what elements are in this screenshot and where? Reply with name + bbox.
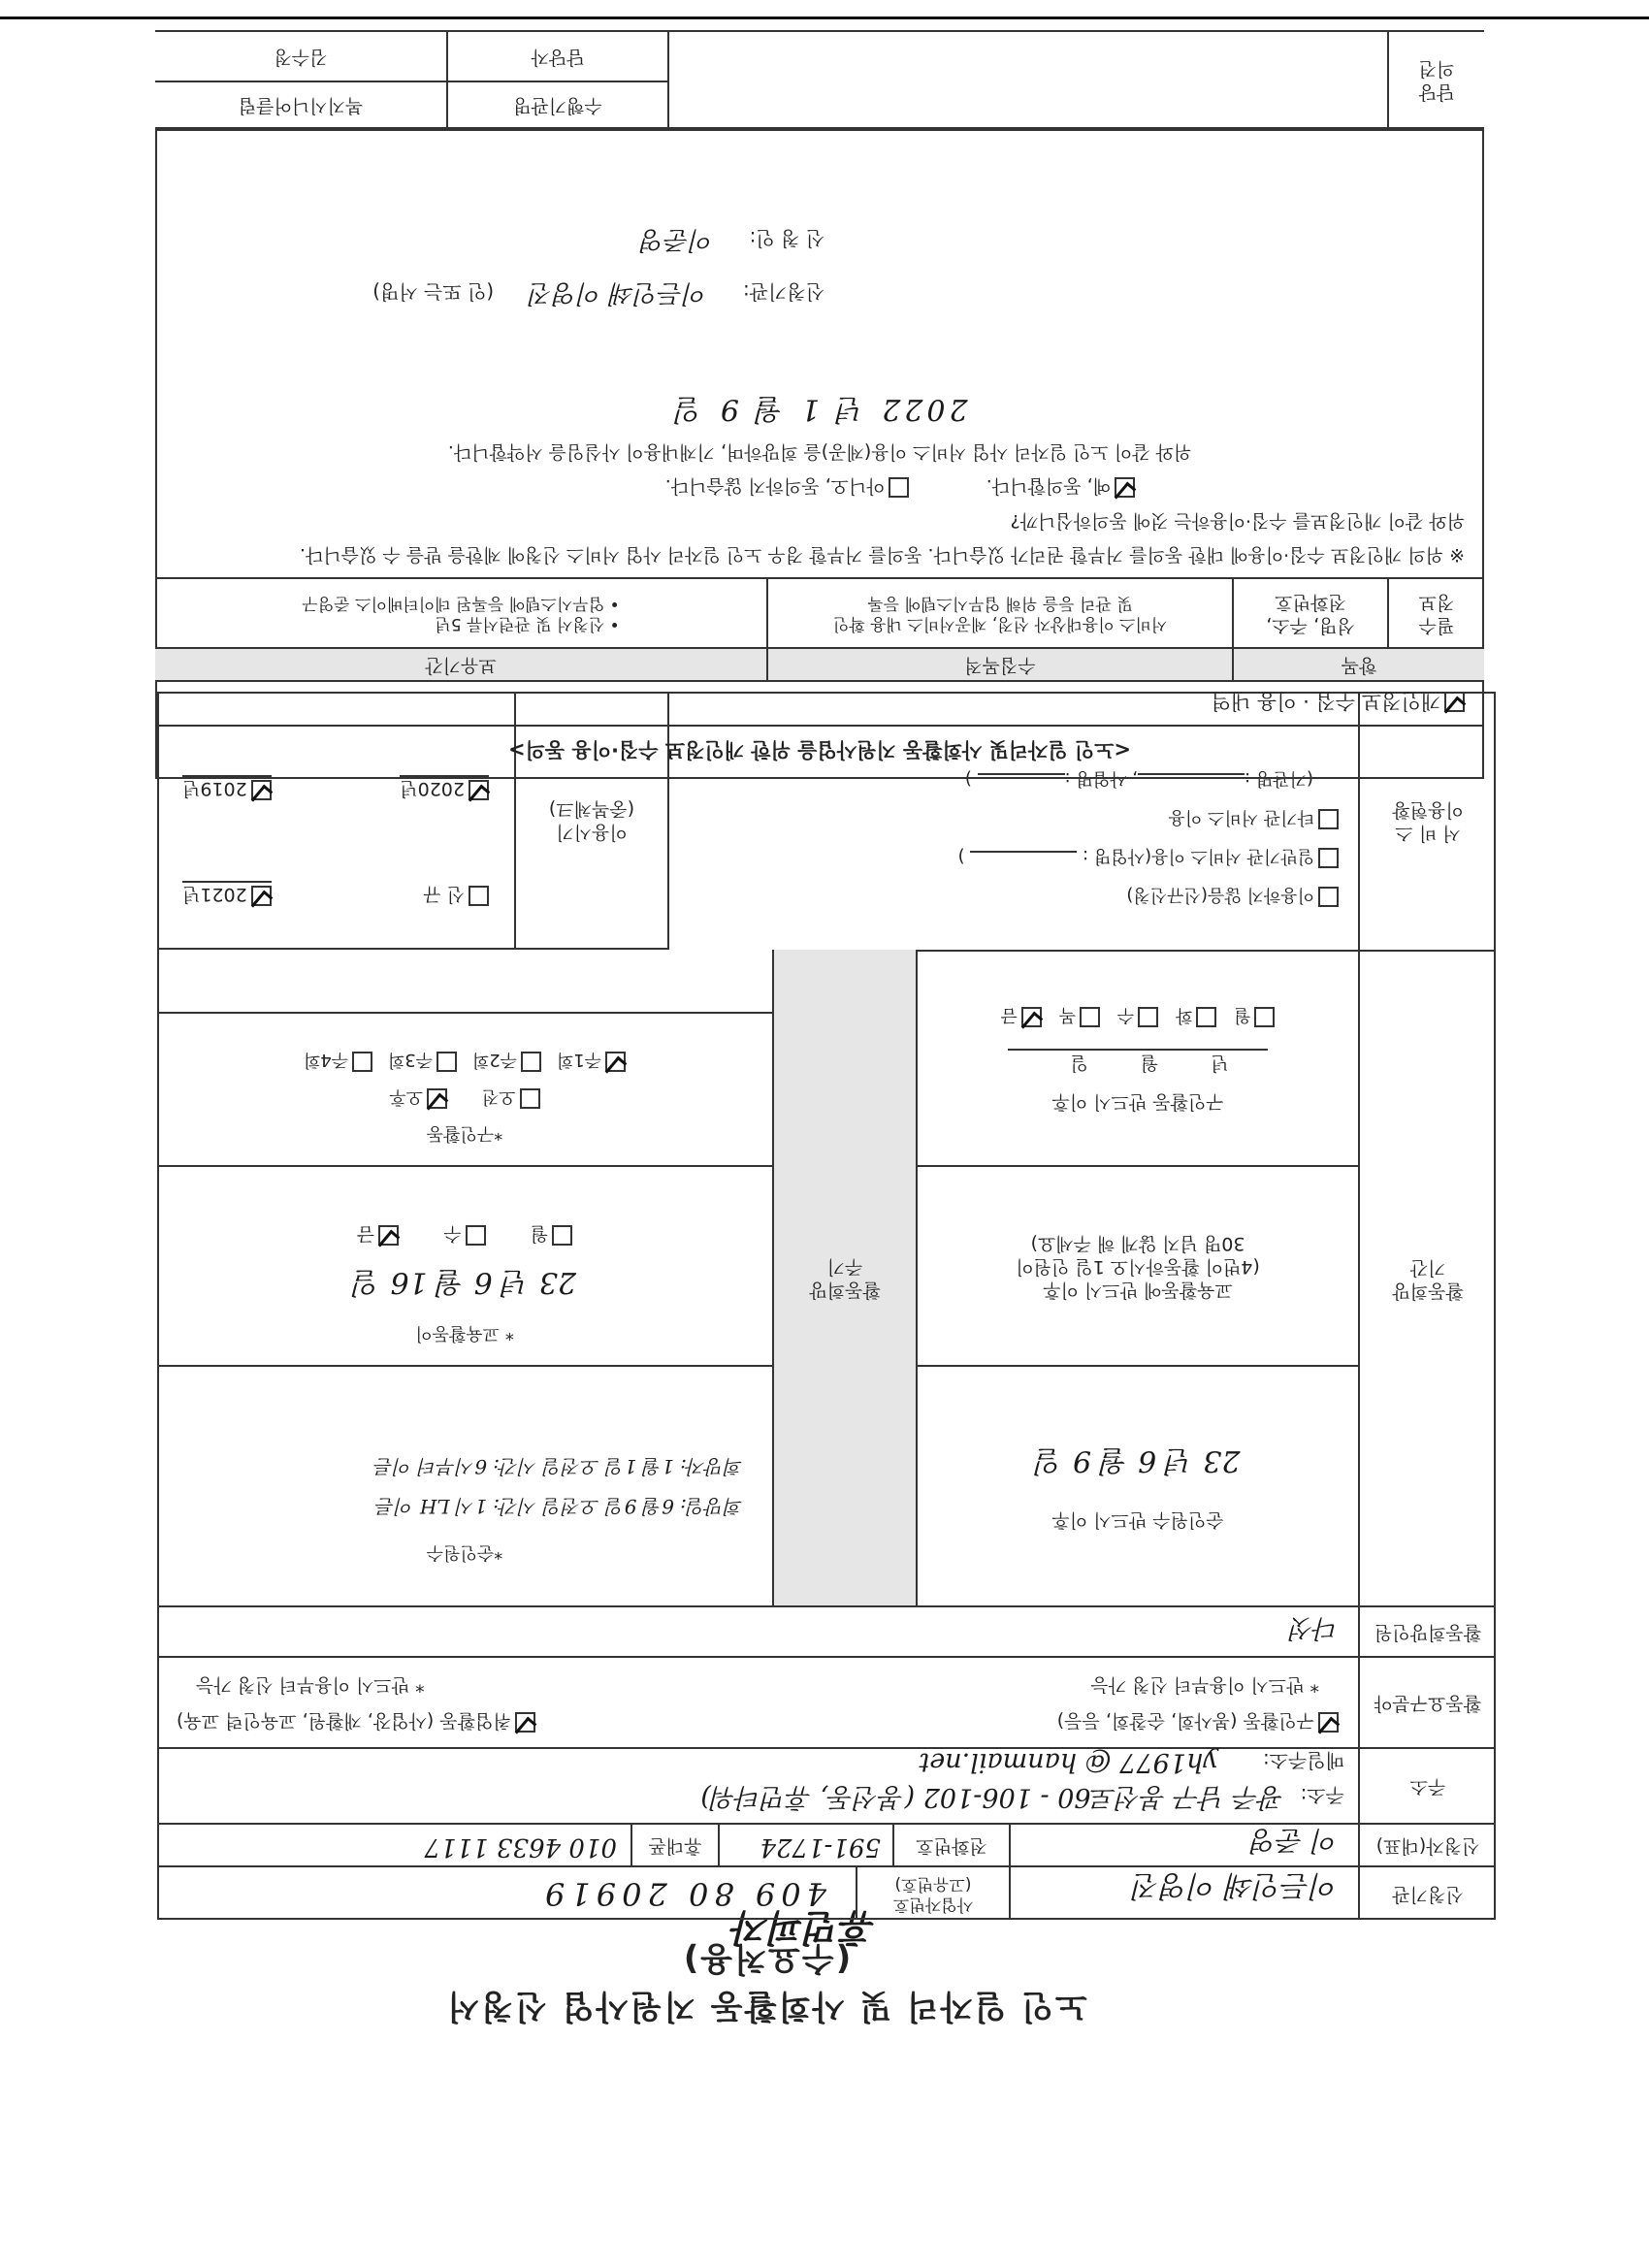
demand-opt2-checkbox[interactable] [515,1712,535,1733]
demand-label: 활동요구분야 [1358,1656,1496,1747]
contact-label: 활동희망인원 [1358,1605,1496,1656]
period-r1-right-line2: 희망자: 1월 1일 오전일 시간: 6시부터 이른 [374,1455,743,1478]
consent-title: <노인 일자리및 사회활동 지원사업을 위한 개인정보 수집·이용 동의> [155,725,1484,779]
demand-opt1-note: * 반드시 이용부터 신청 가능 [1090,1674,1319,1696]
consent-question: 위와 같이 개인정보를 수집·이용하는 것에 동의하십니까? [1010,509,1465,532]
year-new: 신 규 [423,884,465,905]
form-title: 노인 일자리 및 사회활동 지원사업 신청서(수요처용) [445,1939,1087,2025]
consent-org-value: 이든인쇄 이영진 [529,278,708,308]
address-cell [157,1747,1358,1823]
r3-opt-am: 오전 [481,1086,516,1107]
address-label: 주소 [1358,1747,1496,1823]
bizno-value: 409 80 20919 [157,1865,856,1920]
r3-day-wed: 수 [1116,1005,1135,1026]
r3-freq-4: 주4회 [303,1050,349,1070]
r3-opt-am-checkbox[interactable] [520,1088,540,1109]
r3-day-tue: 화 [1175,1005,1193,1026]
r3-freq-3-checkbox[interactable] [436,1052,457,1072]
consent-r1-c2: 서비스 이용대상자 선정, 제공서비스 내용 확인 및 관리 등을 위해 업무시스템에 등록 [766,577,1232,647]
office-c4: 김수정 [274,46,328,68]
year-2019-checkbox[interactable] [251,780,272,800]
r2-day-mon-checkbox[interactable] [552,1225,572,1246]
rep-value: 이 준영 [1009,1823,1358,1865]
consent-r1-c1: 성명, 주소, 전화번호 [1232,577,1387,647]
period-r2-left: 교육활동에 반드시 이후 (4번이 활동하시오 1일 인원이 30명 넘지 않게 해 주세요) [916,1165,1358,1365]
period-r3-right [157,1012,772,1165]
email-value: yh1977 @ hanmail.net [919,1747,1218,1777]
consent-col3: 보유기간 [155,647,766,682]
applicant-name: 이든인쇄 이영진 [1009,1865,1358,1920]
period-r1-right [157,1365,772,1605]
org-name-handwritten: 휴먼피자 [733,1906,877,1950]
service-options: 이용하지 않음(신규신청) 일반기관 서비스 이용(사업명 : ) 타기관 서비스 이용 (기관명 :, 사업명 : ) [772,692,1358,1012]
consent-agree-checkbox[interactable] [1115,477,1135,498]
period-r2-right-date: 23 년 6 월 16 일 [352,1265,577,1299]
period-mid-label: 활동희망 주기 [772,950,916,1605]
applicant-label: 신청기관 [1358,1865,1496,1920]
demand-opt1-label: 구인활동 (봉사회, 순찰회, 등등) [1056,1710,1314,1732]
service-label: 서 비 스 이용현황 [1358,692,1496,950]
phone-label: 전화번호 [892,1823,1009,1865]
mobile-value: 010 4633 1117 [157,1823,630,1865]
r2-day-fri-checkbox[interactable] [378,1225,399,1246]
consent-person-value: 이준영 [640,225,715,254]
r2-day-wed-checkbox[interactable] [466,1225,486,1246]
demand-opt1-checkbox[interactable] [1318,1712,1339,1733]
phone-value: 591-1724 [718,1823,892,1865]
r3-opt-pm: 오후 [389,1086,424,1107]
office-c1: 수행기관명 [446,81,669,129]
office-label: 담당 의견 [1387,32,1484,129]
year-2021-checkbox[interactable] [251,886,272,906]
service-opt3-b: (기관명 : [1245,768,1313,789]
period-r3-right-title: *구인활동 [426,1123,503,1144]
demand-cell [157,1656,1358,1747]
contact-value: 다섯 [157,1605,1358,1656]
r3-opt-pm-checkbox[interactable] [427,1088,447,1109]
demand-opt2-note: * 반드시 이용부터 신청 가능 [196,1674,425,1696]
r3-day-fri: 금 [1000,1005,1018,1026]
rep-label: 신청자(대표) [1358,1823,1496,1865]
email-prefix: 메일주소: [1262,1749,1344,1772]
consent-agree: 예, 동의합니다. [986,475,1111,498]
consent-r1-head: 필수 정보 [1387,577,1484,647]
r3-freq-1-checkbox[interactable] [605,1052,626,1072]
consent-col2: 수집목적 [766,647,1232,682]
r3-day-mon: 월 [1234,1005,1251,1026]
consent-org-label: 신청기관: [742,280,824,304]
service-opt3: 타기관 서비스 이용 [1168,807,1314,827]
service-opt1: 이용하지 않음(신규신청) [1126,885,1314,905]
address-value: 광주 남구 봉선로60 - 106-102 (봉선동, 휴먼타워) [700,1782,1285,1812]
mobile-label: 휴대폰 [630,1823,718,1865]
period-r3-left-date: 년 월 일 [1008,1050,1267,1075]
consent-disagree-checkbox[interactable] [889,477,909,498]
period-r2-right-title: * 교육활동이 [415,1323,514,1344]
year-2019: 2019년 [182,778,247,799]
office-comment [669,32,1387,129]
service-opt2-checkbox[interactable] [1318,848,1339,868]
period-r1-right-line1: 희망일: 6월 9일 오전일 시간: 1시 LH 이른 [375,1495,743,1518]
year-2020: 2020년 [400,778,465,799]
r2-day-fri: 금 [356,1223,375,1245]
service-opt2: 일반기관 서비스 이용(사업명 : [1083,846,1314,866]
service-opt3-checkbox[interactable] [1318,809,1339,829]
r3-day-thu: 목 [1058,1005,1077,1026]
r3-freq-2-checkbox[interactable] [521,1052,541,1072]
service-opt1-checkbox[interactable] [1318,887,1339,907]
consent-disagree: 아니오, 동의하지 않습니다. [664,475,885,498]
r3-freq-4-checkbox[interactable] [352,1052,372,1072]
period-r1-left [916,1365,1358,1605]
consent-person-label: 신 청 인: [749,227,824,250]
period-label: 활동희망 기간 [1358,950,1496,1605]
consent-section-checkbox[interactable] [1444,692,1465,712]
r3-freq-3: 주3회 [387,1050,434,1070]
consent-r1-c3: • 신청서 및 관련서류 5년 • 업무시스템에 등록된 데이터베이스 준영구 [155,577,766,647]
consent-section [155,682,1484,725]
period-r3-left-title: 구인활동 반드시 이후 [1051,1091,1224,1113]
period-r1-right-title: *순인원수 [426,1542,503,1563]
year-new-checkbox[interactable] [469,886,489,906]
scan-edge [0,16,1649,19]
r3-freq-1: 주1회 [556,1050,602,1070]
year-2020-checkbox[interactable] [469,780,489,800]
r3-freq-2: 주2회 [471,1050,518,1070]
r2-day-mon: 월 [530,1223,549,1245]
consent-sign-label: (인 또는 서명) [372,280,495,304]
consent-col1: 항목 [1232,647,1484,682]
service-opt3-c: , 사업명 : [1064,768,1139,789]
demand-opt2-label: 취업활동 (사업장, 재활원, 교육인력 교육) [177,1710,511,1732]
year-2021: 2021년 [182,884,247,905]
period-r2-right [157,1165,772,1365]
period-r1-left-date: 23 년 6 월 9 일 [1035,1442,1241,1477]
consent-sign-block [204,207,824,313]
consent-notice: ※ 위의 개인정보 수집·이용에 대한 동의를 거부할 권리가 있습니다. 동의를 거부할 경우 노인 일자리 사업 서비스 신청에 제한을 받을 수 있습니다. [299,544,1465,566]
period-r1-left-title: 순인원수 반드시 이후 [1051,1508,1224,1531]
consent-body [175,326,1465,568]
office-c2: 복지시니어클럽 [155,81,446,129]
service-year-label: 이용시기 (중복체크) [514,692,669,950]
bizno-label: 사업자번호 (고유번호) [856,1865,1009,1920]
consent-section-label: 개인정보 수집 · 이용 내역 [1211,690,1440,713]
consent-date: 2022 년 1 월 9 일 [671,392,968,427]
consent-statement: 위와 같이 노인 일자리 사업 서비스 이용(제공)을 희망하며, 기재내용이 사실임을 서약합니다. [447,440,1192,463]
address-prefix: 주소: [1300,1784,1344,1807]
office-c3: 담당자 [446,32,669,81]
r2-day-wed: 수 [443,1223,462,1245]
office-bottom-line [155,30,1484,32]
